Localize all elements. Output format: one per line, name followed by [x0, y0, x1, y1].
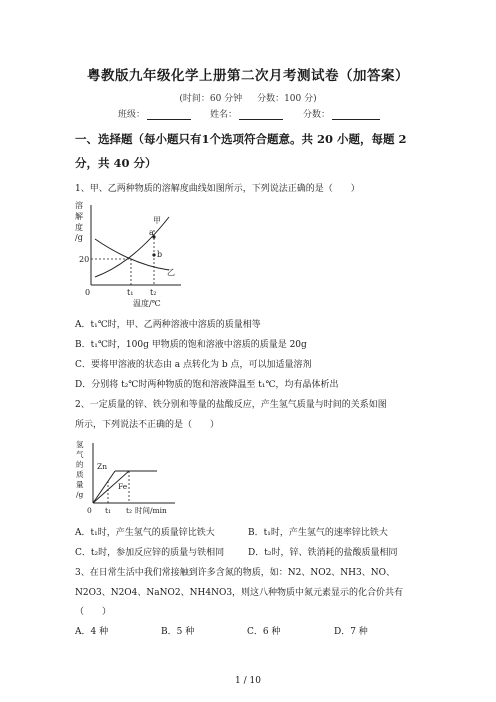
- question-3-stem-line2: N2O3、N2O4、NaNO2、NH4NO3，则这八种物质中氮元素显示的化合价共有: [75, 588, 404, 598]
- q2-option-c: C．t₂时，参加反应锌的质量与铁相同: [75, 548, 225, 558]
- question-2-stem-line1: 2、一定质量的锌、铁分别和等量的盐酸反应，产生氢气质量与时间的关系如图: [75, 400, 387, 410]
- q1-ylabel-char: 溶: [75, 201, 83, 210]
- question-1-stem: 1、甲、乙两种物质的溶解度曲线如图所示，下列说法正确的是（ ）: [75, 184, 360, 194]
- name-label: 姓名：: [210, 110, 238, 120]
- q2-ylabel-char: 量: [76, 480, 84, 489]
- q1-y-tick: 20: [79, 255, 90, 264]
- document-title: 粤教版九年级化学上册第二次月考测试卷（加答案）: [87, 68, 409, 84]
- question-3-stem-line1: 3、在日常生活中我们常接触到许多含氮的物质，如：N2、NO2、NH3、NO、: [75, 568, 396, 578]
- page-number: 1 / 10: [235, 676, 261, 686]
- q3-option-b: B．5 种: [161, 627, 195, 637]
- question-3-stem-line3: （ ）: [75, 607, 112, 617]
- q1-option-b: B．t₁℃时，100g 甲物质的饱和溶液中溶质的质量是 20g: [75, 340, 307, 350]
- class-label: 班级：: [118, 110, 146, 120]
- q2-ylabel-char: 氢: [76, 440, 84, 449]
- solubility-curve-figure: [73, 197, 188, 307]
- exam-score: 分数：100 分): [257, 94, 317, 104]
- q2-line-fe-label: Fe: [118, 482, 128, 491]
- q1-ylabel-char: 解: [75, 212, 83, 221]
- q1-origin: 0: [85, 288, 91, 297]
- q2-x-tick-t1: t₁: [105, 506, 112, 515]
- name-blank: [239, 110, 283, 120]
- q1-ylabel-char: /g: [75, 233, 83, 242]
- q2-ylabel-char: 气: [76, 450, 84, 459]
- exam-meta: [0, 91, 496, 104]
- q3-option-d: D．7 种: [334, 627, 368, 637]
- question-2-stem-line2: 所示，下列说法不正确的是（ ）: [75, 420, 220, 430]
- name-field: [210, 107, 283, 120]
- q1-curve-jia-label: 甲: [153, 216, 161, 225]
- q3-option-c: C．6 种: [247, 627, 281, 637]
- q1-point-b-label: b: [157, 250, 163, 259]
- q2-x-tick-t2: t₂: [126, 506, 133, 515]
- q2-option-a: A．t₁时，产生氢气的质量锌比铁大: [75, 528, 215, 538]
- points-field: [303, 107, 380, 120]
- exam-time: (时间：60 分钟: [179, 94, 243, 104]
- q2-option-d: D．t₂时，锌、铁消耗的盐酸质量相同: [248, 548, 398, 558]
- q1-point-a-label: a: [149, 228, 154, 237]
- q3-option-a: A．4 种: [75, 627, 109, 637]
- q1-curve-yi-label: 乙: [167, 268, 175, 277]
- q1-option-a: A．t₁℃时，甲、乙两种溶液中溶质的质量相等: [75, 320, 261, 330]
- q2-xlabel: 时间/min: [135, 506, 167, 515]
- q1-option-c: C．要将甲溶液的状态由 a 点转化为 b 点，可以加适量溶剂: [75, 360, 312, 370]
- q2-ylabel-char: 质: [76, 470, 84, 479]
- hydrogen-mass-figure: [73, 437, 188, 517]
- class-blank: [147, 110, 191, 120]
- q2-option-b: B．t₁时，产生氢气的速率锌比铁大: [248, 528, 388, 538]
- q2-ylabel-char: 的: [76, 460, 84, 469]
- points-blank: [332, 110, 380, 120]
- q1-x-tick-t2: t₂: [150, 288, 157, 297]
- section-heading-line1: 一、选择题（每小题只有1个选项符合题意。共 20 小题，每题 2: [75, 132, 407, 146]
- q1-ylabel-char: 度: [75, 223, 83, 232]
- q1-option-d: D．分别将 t₂℃时两种物质的饱和溶液降温至 t₁℃，均有晶体析出: [75, 380, 339, 390]
- q1-xlabel: 温度/℃: [133, 299, 161, 307]
- q2-line-zn-label: Zn: [97, 462, 108, 471]
- q2-ylabel-char: /g: [76, 490, 84, 499]
- section-heading-line2: 分，共 40 分）: [75, 156, 157, 170]
- point-b-dot: [152, 253, 155, 256]
- class-field: [118, 107, 191, 120]
- q1-x-tick-t1: t₁: [127, 288, 134, 297]
- points-label: 分数：: [303, 110, 331, 120]
- q2-origin: 0: [87, 506, 92, 515]
